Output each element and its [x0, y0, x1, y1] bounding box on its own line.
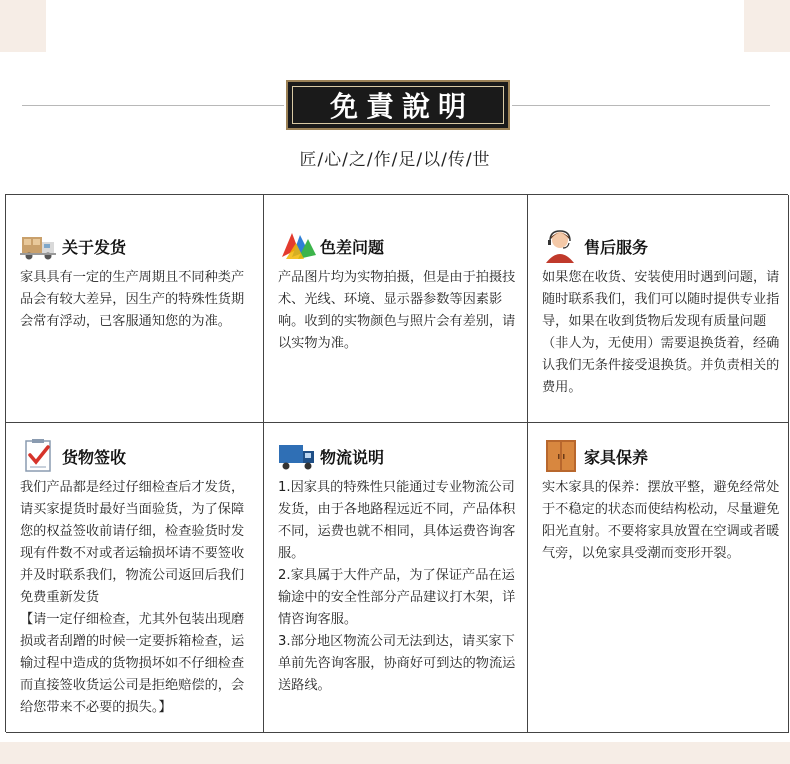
section-body: [542, 477, 780, 565]
section-paragraph: 实木家具的保养：摆放平整，避免经常处于不稳定的状态而使结构松动，尽量避免阳光直射。不要将家具放置在空调或者暖气旁，以免家具受潮而变形开裂。: [542, 480, 780, 561]
section-title: 色差问题: [320, 237, 385, 257]
section-paragraph: 如果您在收货、安装使用时遇到问题，请随时联系我们，我们可以随时提供专业指导，如果在收到货物后发现有质量问题（非人为，无使用）需要退换货着，经确认我们无条件接受退换货。并负责相关的费用。: [542, 270, 780, 395]
section-title: 货物签收: [62, 447, 127, 467]
title-banner: [286, 80, 510, 130]
notice-grid: [5, 194, 788, 732]
logistics-truck-icon: [278, 439, 318, 473]
top-band: [0, 0, 790, 52]
section-paragraph: 3.部分地区物流公司无法到达，请买家下单前先咨询客服，协商好可到达的物流运送路线。: [278, 634, 516, 693]
section-body: [20, 267, 255, 333]
section-header: [278, 225, 519, 267]
section-furniture-care: [528, 423, 789, 733]
title-rule-right: [512, 105, 770, 106]
customer-service-icon: [542, 229, 582, 263]
bottom-band: [0, 742, 790, 764]
wardrobe-cabinet-icon: [542, 439, 582, 473]
color-palette-icon: [278, 229, 318, 263]
section-header: [542, 225, 780, 267]
section-paragraph: 【请一定仔细检查，尤其外包装出现磨损或者刮蹭的时候一定要拆箱检查，运输过程中造成的货物损坏如不仔细检查而直接签收货运公司是拒绝赔偿的，会给您带来不必要的损失。】: [20, 612, 245, 715]
section-title: 物流说明: [320, 447, 385, 467]
section-header: [20, 435, 255, 477]
section-paragraph: 产品图片均为实物拍摄，但是由于拍摄技术、光线、环境、显示器参数等因素影响。收到的实物颜色与照片会有差别，请以实物为准。: [278, 270, 516, 351]
section-receipt: [6, 423, 264, 733]
section-paragraph: 2.家具属于大件产品，为了保证产品在运输途中的安全性部分产品建议打木架，详情咨询客服。: [278, 568, 516, 627]
checklist-clipboard-icon: [20, 439, 60, 473]
section-title: 售后服务: [584, 237, 649, 257]
section-color-difference: [264, 195, 528, 423]
section-after-sales: [528, 195, 789, 423]
section-body: [20, 477, 255, 719]
section-shipping: [6, 195, 264, 423]
section-body: [278, 477, 519, 697]
section-header: [542, 435, 780, 477]
section-body: [278, 267, 519, 355]
section-paragraph: 1.因家具的特殊性只能通过专业物流公司发货，由于各地路程远近不同，产品体积不同，运费也就不相同，具体运费咨询客服。: [278, 480, 516, 561]
section-body: [542, 267, 780, 399]
page-subtitle: 匠/心/之/作/足/以/传/世: [299, 150, 491, 170]
page-title: 免責說明: [329, 90, 474, 123]
section-title: 家具保养: [584, 447, 649, 467]
section-title: 关于发货: [62, 237, 127, 257]
section-logistics: [264, 423, 528, 733]
top-band-left: [0, 0, 46, 52]
section-paragraph: 我们产品都是经过仔细检查后才发货，请买家提货时最好当面验货，为了保障您的权益签收前请仔细，检查验货时发现有件数不对或者运输损坏请不要签收并及时联系我们，物流公司返回后我们免费重新发货: [20, 480, 245, 605]
section-header: [20, 225, 255, 267]
top-band-right: [744, 0, 790, 52]
delivery-truck-icon: [20, 229, 60, 263]
section-header: [278, 435, 519, 477]
section-paragraph: 家具具有一定的生产周期且不同种类产品会有较大差异，因生产的特殊性货期会常有浮动，已客服通知您的为准。: [20, 270, 245, 329]
title-rule-left: [22, 105, 284, 106]
